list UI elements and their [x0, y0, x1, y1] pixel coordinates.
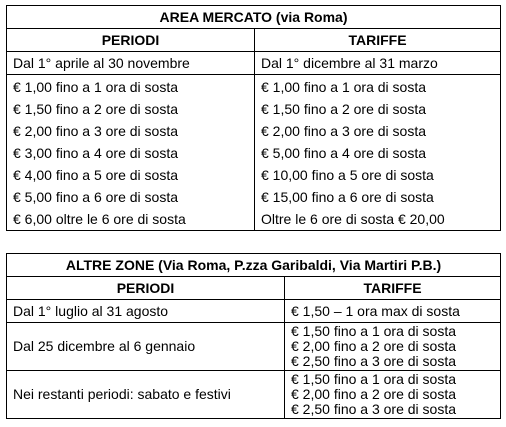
altre-zone-table: [6, 253, 501, 419]
rate-cell: [285, 371, 501, 419]
rate-item: € 5,00 fino a 6 ore di sosta: [13, 189, 178, 205]
area-mercato-table: [6, 5, 501, 231]
column-header-tariffe: TARIFFE: [285, 277, 501, 300]
rate-cell: € 1,50 – 1 ora max di sosta: [285, 300, 501, 323]
period-cell: Nei restanti periodi: sabato e festivi: [7, 371, 285, 419]
table-row: [7, 300, 501, 323]
table-row: [7, 323, 501, 371]
table-row: [7, 371, 501, 419]
rate-item: € 2,50 fino a 3 ore di sosta: [291, 401, 456, 417]
period-cell: Dal 1° aprile al 30 novembre: [7, 52, 255, 75]
rate-item: € 1,50 fino a 1 ora di sosta: [291, 371, 456, 387]
rates-list-winter: [255, 75, 501, 231]
rate-item: € 1,50 fino a 2 ore di sosta: [13, 101, 178, 117]
period-cell: Dal 1° luglio al 31 agosto: [7, 300, 285, 323]
column-header-periodi: PERIODI: [7, 277, 285, 300]
rate-item: € 1,00 fino a 1 ora di sosta: [13, 79, 178, 95]
column-header-periodi: PERIODI: [7, 29, 255, 52]
rate-item: € 2,00 fino a 3 ore di sosta: [261, 123, 426, 139]
rate-cell: [285, 323, 501, 371]
rate-item: € 1,00 fino a 1 ora di sosta: [261, 79, 426, 95]
rate-item: € 2,00 fino a 2 ore di sosta: [291, 386, 456, 402]
rate-item: € 1,50 fino a 2 ore di sosta: [261, 101, 426, 117]
rate-item: € 10,00 fino a 5 ore di sosta: [261, 167, 434, 183]
table-title: AREA MERCATO (via Roma): [7, 6, 501, 29]
rates-list-summer: [7, 75, 255, 231]
rate-item: € 5,00 fino a 4 ore di sosta: [261, 145, 426, 161]
period-cell: Dal 1° dicembre al 31 marzo: [255, 52, 501, 75]
rate-item: € 2,00 fino a 2 ore di sosta: [291, 338, 456, 354]
rate-item: € 15,00 fino a 6 ore di sosta: [261, 189, 434, 205]
rate-item: Oltre le 6 ore di sosta € 20,00: [261, 211, 445, 227]
rate-item: € 2,50 fino a 3 ore di sosta: [291, 353, 456, 369]
column-header-tariffe: TARIFFE: [255, 29, 501, 52]
table-title: ALTRE ZONE (Via Roma, P.zza Garibaldi, Via Martiri P.B.): [7, 254, 501, 277]
rate-item: € 3,00 fino a 4 ore di sosta: [13, 145, 178, 161]
rate-item: € 4,00 fino a 5 ore di sosta: [13, 167, 178, 183]
rate-item: € 6,00 oltre le 6 ore di sosta: [13, 211, 186, 227]
rate-item: € 2,00 fino a 3 ore di sosta: [13, 123, 178, 139]
period-cell: Dal 25 dicembre al 6 gennaio: [7, 323, 285, 371]
rate-item: € 1,50 fino a 1 ora di sosta: [291, 323, 456, 339]
